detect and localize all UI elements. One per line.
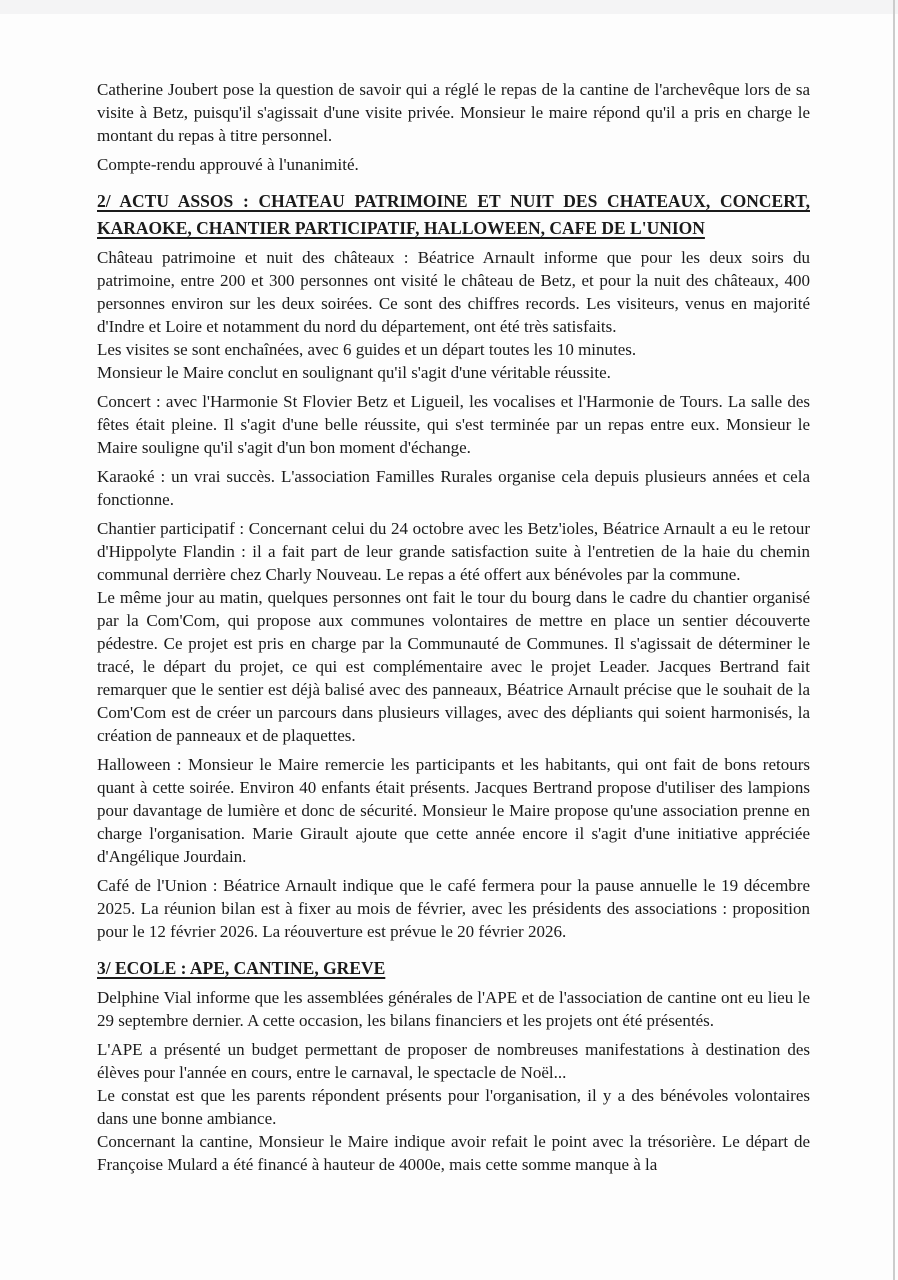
scan-edge-right (893, 0, 895, 1280)
ape-segment-budget: L'APE a présenté un budget permettant de proposer de nombreuses manifestations à destination des élèves pour l'année en cours, entre le carnaval, le spectacle de Noël... (97, 1040, 810, 1082)
chateau-segment-conclusion-maire: Monsieur le Maire conclut en soulignant qu'il s'agit d'une véritable réussite. (97, 363, 611, 382)
ape-segment-parents-benevoles: Le constat est que les parents répondent présents pour l'organisation, il y a des bénévoles volontaires dans une bonne ambiance. (97, 1086, 810, 1128)
scan-edge-top (0, 0, 898, 14)
heading-ecole-line: 3/ ECOLE : APE, CANTINE, GREVE (97, 958, 386, 978)
chantier-segment-betzioles: Chantier participatif : Concernant celui du 24 octobre avec les Betz'ioles, Béatrice Arnault a eu le retour d'Hippolyte Flandin : il a fait part de leur grande satisfaction suite à l'entretien de la haie du chemin communal derrière chez Charly Nouveau. Le repas a été offert aux bénévoles par la commune. (97, 519, 810, 584)
paragraph-repas-archeveque: Catherine Joubert pose la question de savoir qui a réglé le repas de la cantine de l'archevêque lors de sa visite à Betz, puisqu'il s'agissait d'une visite privée. Monsieur le maire répond qu'il a pris en charge le montant du repas à titre personnel. (97, 80, 810, 145)
paragraph-approbation-compte-rendu: Compte-rendu approuvé à l'unanimité. (97, 155, 359, 174)
heading-actu-assos-line2: KARAOKE, CHANTIER PARTICIPATIF, HALLOWEEN, CAFE DE L'UNION (97, 218, 705, 238)
paragraph-delphine-vial-ag: Delphine Vial informe que les assemblées générales de l'APE et de l'association de cantine ont eu lieu le 29 septembre dernier. A cette occasion, les bilans financiers et les projets ont été présentés. (97, 988, 810, 1030)
ape-segment-cantine-tresoriere: Concernant la cantine, Monsieur le Maire indique avoir refait le point avec la trésorière. Le départ de Françoise Mulard a été financé à hauteur de 4000e, mais cette somme manque à la (97, 1132, 810, 1174)
chateau-segment-visites: Les visites se sont enchaînées, avec 6 guides et un départ toutes les 10 minutes. (97, 340, 637, 359)
heading-actu-assos-line1: 2/ ACTU ASSOS : CHATEAU PATRIMOINE ET NUIT DES CHATEAUX, CONCERT, (97, 191, 810, 211)
paragraph-cafe-union: Café de l'Union : Béatrice Arnault indique que le café fermera pour la pause annuelle le 19 décembre 2025. La réunion bilan est à fixer au mois de février, avec les présidents des associations : proposition pour le 12 février 2026. La réouverture est prévue le 20 février 2026. (97, 876, 810, 941)
section-heading-ecole (97, 955, 810, 982)
paragraph-chantier-participatif (97, 517, 810, 747)
paragraph-chateau-patrimoine (97, 246, 810, 384)
paragraph-ape-cantine (97, 1038, 810, 1176)
page-content (97, 78, 810, 1182)
chantier-segment-sentier-comcom: Le même jour au matin, quelques personnes ont fait le tour du bourg dans le cadre du chantier organisé par la Com'Com, qui propose aux communes volontaires de mettre en place un sentier découverte pédestre. Ce projet est pris en charge par la Communauté de Communes. Il s'agissait de déterminer le tracé, le départ du projet, ce qui est complémentaire avec le projet Leader. Jacques Bertrand fait remarquer que le sentier est déjà balisé avec des panneaux, Béatrice Arnault précise que le souhait de la Com'Com est de créer un parcours dans plusieurs villages, avec des dépliants qui soient harmonisés, la création de panneaux et de plaquettes. (97, 588, 810, 745)
paragraph-karaoke: Karaoké : un vrai succès. L'association Familles Rurales organise cela depuis plusieurs années et cela fonctionne. (97, 467, 810, 509)
chateau-segment-visiteurs: Château patrimoine et nuit des châteaux : Béatrice Arnault informe que pour les deux soirs du patrimoine, entre 200 et 300 personnes ont visité le château de Betz, et pour la nuit des châteaux, 400 personnes environ sur les deux soirées. Ce sont des chiffres records. Les visiteurs, venus en majorité d'Indre et Loire et notamment du nord du département, ont été très satisfaits. (97, 248, 810, 336)
paragraph-concert: Concert : avec l'Harmonie St Flovier Betz et Ligueil, les vocalises et l'Harmonie de Tours. La salle des fêtes était pleine. Il s'agit d'une belle réussite, qui s'est terminée par un repas entre eux. Monsieur le Maire souligne qu'il s'agit d'un bon moment d'échange. (97, 392, 810, 457)
paragraph-halloween: Halloween : Monsieur le Maire remercie les participants et les habitants, qui ont fait de bons retours quant à cette soirée. Environ 40 enfants était présents. Jacques Bertrand propose d'utiliser des lampions pour davantage de lumière et donc de sécurité. Monsieur le Maire propose qu'une association prenne en charge l'organisation. Marie Girault ajoute que cette année encore il s'agit d'une initiative appréciée d'Angélique Jourdain. (97, 755, 810, 866)
section-heading-actu-assos (97, 188, 810, 242)
